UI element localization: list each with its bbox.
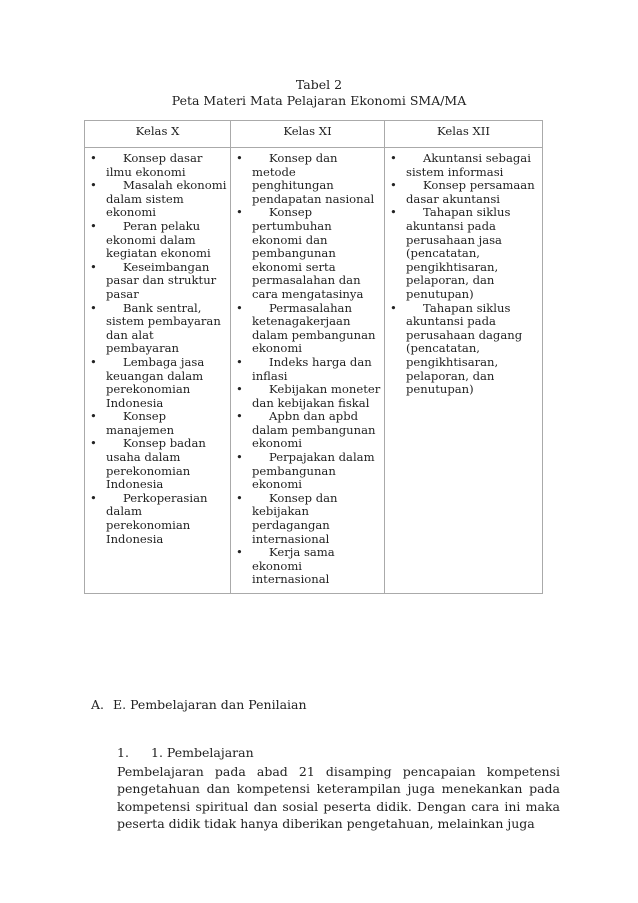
- list-item-text: Peran pelaku ekonomi dalam kegiatan ekonomi: [106, 218, 211, 261]
- bullet-icon: •: [90, 490, 97, 505]
- list-item-text: Konsep manajemen: [106, 409, 175, 437]
- list-item-text: Bank sentral, sistem pembayaran dan alat pembayaran: [106, 300, 221, 356]
- list-item-text: Kerja sama ekonomi internasional: [252, 545, 335, 587]
- header-kelas-xi: Kelas XI: [231, 121, 385, 148]
- list-item-text: Indeks harga dan inflasi: [252, 354, 372, 383]
- table-number: Tabel 2: [295, 77, 343, 92]
- list-item-text: Masalah ekonomi dalam sistem ekonomi: [106, 178, 227, 220]
- bullet-icon: •: [236, 450, 243, 465]
- table-row: [85, 148, 543, 594]
- list-item-text: Keseimbangan pasar dan struktur pasar: [106, 259, 217, 301]
- table-title: Peta Materi Mata Pelajaran Ekonomi SMA/MA: [171, 93, 467, 108]
- list-item-text: Konsep persamaan dasar akuntansi: [406, 178, 535, 206]
- list-item-text: Konsep dan kebijakan perdagangan internasional: [252, 490, 338, 546]
- bullet-icon: •: [90, 300, 97, 315]
- list-item-text: Perkoperasian dalam perekonomian Indonesia: [106, 490, 208, 546]
- subject-map-table: [84, 120, 543, 594]
- bullet-icon: •: [236, 205, 243, 220]
- list-item: [235, 383, 381, 410]
- list-item: [235, 410, 381, 451]
- header-kelas-x: Kelas X: [85, 121, 231, 148]
- list-item: [89, 302, 227, 356]
- list-item: [89, 492, 227, 546]
- bullet-icon: •: [236, 545, 243, 560]
- bullet-icon: •: [90, 151, 97, 165]
- list-item-text: Permasalahan ketenagakerjaan dalam pembangunan ekonomi: [252, 300, 376, 356]
- bullet-icon: •: [390, 205, 397, 220]
- header-kelas-xii: Kelas XII: [385, 121, 543, 148]
- list-item: [235, 546, 381, 587]
- list-item-text: Tahapan siklus akuntansi pada perusahaan dagang (pencatatan, pengikhtisaran, pelaporan, dan penutupan): [406, 300, 523, 397]
- list-item: [235, 206, 381, 301]
- list-item: [389, 179, 539, 206]
- list-item-text: Akuntansi sebagai sistem informasi: [406, 151, 531, 179]
- subsection-title: 1. Pembelajaran: [151, 745, 254, 760]
- bullet-icon: •: [390, 151, 397, 165]
- bullet-icon: •: [90, 409, 97, 424]
- list-item: [235, 356, 381, 383]
- list-item-text: Tahapan siklus akuntansi pada perusahaan jasa (pencatatan, pengikhtisaran, pelaporan, dan penutupan): [406, 205, 511, 301]
- list-item: [235, 492, 381, 546]
- list-item: [89, 437, 227, 491]
- cell-kelas-xi: [231, 148, 385, 594]
- section-heading: [91, 697, 307, 713]
- bullet-icon: •: [236, 300, 243, 315]
- cell-kelas-x: [85, 148, 231, 594]
- bullet-icon: •: [236, 490, 243, 505]
- list-item: [89, 220, 227, 261]
- list-item: [89, 410, 227, 437]
- bullet-icon: •: [236, 409, 243, 424]
- table-header-row: [85, 121, 543, 148]
- section-title: E. Pembelajaran dan Penilaian: [113, 697, 307, 712]
- subsection-heading: [117, 745, 254, 761]
- bullet-icon: •: [236, 382, 243, 397]
- list-item: [89, 261, 227, 302]
- list-item-text: Konsep dasar ilmu ekonomi: [106, 151, 203, 179]
- bullet-icon: •: [90, 436, 97, 451]
- bullet-icon: •: [236, 151, 243, 165]
- list-item: [389, 206, 539, 301]
- list-item-text: Konsep dan metode penghitungan pendapatan nasional: [252, 151, 375, 206]
- list-item-text: Konsep pertumbuhan ekonomi dan pembangunan ekonomi serta permasalahan dan cara mengatasinya: [252, 205, 364, 301]
- list-item: [389, 152, 539, 179]
- list-item-text: Konsep badan usaha dalam perekonomian Indonesia: [106, 436, 206, 492]
- bullet-icon: •: [90, 178, 97, 193]
- bullet-icon: •: [236, 354, 243, 369]
- list-item-text: Perpajakan dalam pembangunan ekonomi: [252, 450, 375, 492]
- bullet-icon: •: [90, 259, 97, 274]
- list-item: [235, 302, 381, 356]
- body-paragraph: Pembelajaran pada abad 21 disamping pencapaian kompetensi pengetahuan dan kompetensi keterampilan juga menekankan pada kompetensi spiritual dan sosial peserta didik. Dengan cara ini maka peserta didik tidak hanya diberikan pengetahuan, melainkan juga: [117, 764, 560, 831]
- list-item: [235, 152, 381, 206]
- list-item: [89, 179, 227, 220]
- list-item: [235, 451, 381, 492]
- bullet-icon: •: [90, 218, 97, 233]
- section-marker: A.: [91, 697, 105, 712]
- list-item: [389, 302, 539, 397]
- list-item-text: Lembaga jasa keuangan dalam perekonomian Indonesia: [106, 354, 205, 410]
- bullet-icon: •: [90, 354, 97, 369]
- list-item: [89, 356, 227, 410]
- subsection-marker: 1.: [117, 745, 129, 760]
- cell-kelas-xii: [385, 148, 543, 594]
- list-item: [89, 152, 227, 179]
- bullet-icon: •: [390, 178, 397, 193]
- bullet-icon: •: [390, 300, 397, 315]
- list-item-text: Apbn dan apbd dalam pembangunan ekonomi: [252, 409, 376, 451]
- list-item-text: Kebijakan moneter dan kebijakan fiskal: [252, 382, 381, 410]
